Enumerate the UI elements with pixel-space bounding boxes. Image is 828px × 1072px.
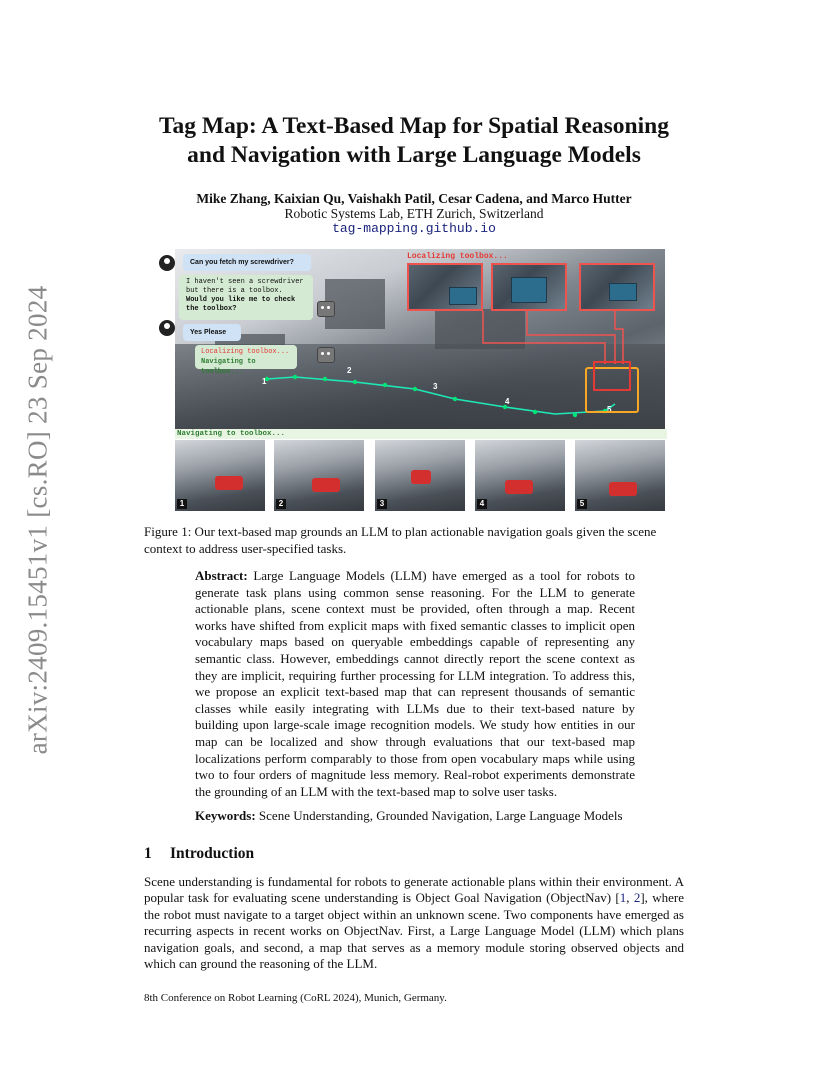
waypoint-4: 4 xyxy=(505,397,510,406)
author-names: Mike Zhang, Kaixian Qu, Vaishakh Patil, Cesar Cadena, and Marco Hutter xyxy=(196,191,632,206)
waypoint-1: 1 xyxy=(262,377,267,386)
bot-message-1: I haven't seen a screwdriver but there is a toolbox. Would you like me to check the toolbox? xyxy=(179,275,313,320)
toolbox-crop-3 xyxy=(579,263,655,311)
arxiv-id: arXiv:2409.15451v1 [cs.RO] 23 Sep 2024 xyxy=(22,285,53,755)
toolbox-crop-1 xyxy=(407,263,483,311)
figure-caption: Figure 1: Our text-based map grounds an LLM to plan actionable navigation goals given the scene context to address user-specified tasks. xyxy=(144,524,657,556)
thumbnail-2: 2 xyxy=(274,440,364,511)
project-url[interactable]: tag-mapping.github.io xyxy=(332,221,496,236)
user-message-2: Yes Please xyxy=(183,324,241,341)
thumbnail-4: 4 xyxy=(475,440,565,511)
intro-paragraph: Scene understanding is fundamental for robots to generate actionable plans within their environment. A popular task for evaluating scene understanding is Object Goal Navigation (ObjectNav) [1, 2], where the robot must navigate to a target object within an unknown scene. Two components have emerged as recurring aspects in recent works on ObjectNav. First, a Large Language Model (LLM) which plans navigation goals, and second, a map that serves as a memory module storing observed objects and which can ground the reasoning of the LLM. xyxy=(144,874,684,972)
status-localizing: Localizing toolbox... xyxy=(201,348,290,356)
abstract-label: Abstract: xyxy=(195,568,248,583)
waypoint-3: 3 xyxy=(433,382,438,391)
abstract-text: Large Language Models (LLM) have emerged as a tool for robots to generate task plans using common sense reasoning. For the LLM to generate actionable plans, scene context must be provided, often through a map. Recent works have shifted from explicit maps with fixed semantic classes to implicit open vocabulary maps based on queryable embeddings capable of representing any semantic class. However, embeddings cannot directly report the scene context as they are implicit, requiring further processing for LLM integration. To address this, we propose an explicit text-based map that can represent thousands of semantic classes while easily integrating with LLMs due to their text-based nature by building upon large-scale image recognition models. We study how entities in our map can be localized and show through evaluations that our text-based map localizations perform comparably to those from open vocabulary maps while using two to four orders of magnitude less memory. Real-robot experiments demonstrate the grounding of an LLM with the text-based map to solve user tasks. xyxy=(195,568,636,799)
user-avatar-icon xyxy=(159,320,175,336)
section-number: 1 xyxy=(144,845,152,862)
arxiv-sidebar xyxy=(18,270,58,770)
affiliation: Robotic Systems Lab, ETH Zurich, Switzerland xyxy=(284,206,544,221)
citation-link-1[interactable]: 1 xyxy=(619,890,627,906)
user-avatar-icon xyxy=(159,255,175,271)
thumbnail-1: 1 xyxy=(175,440,265,511)
author-block xyxy=(140,191,688,236)
abstract xyxy=(195,568,635,800)
section-title: Introduction xyxy=(170,845,255,862)
crop-label: Localizing toolbox... xyxy=(407,252,508,261)
keywords xyxy=(195,808,655,824)
waypoint-2: 2 xyxy=(347,366,352,375)
user-message-1: Can you fetch my screwdriver? xyxy=(183,254,311,271)
figure-1 xyxy=(175,249,665,513)
robot-icon xyxy=(317,347,335,363)
citation-link-2[interactable]: 2 xyxy=(633,890,641,906)
thumbnail-5: 5 xyxy=(575,440,665,511)
navigation-banner: Navigating to toolbox... xyxy=(175,429,667,439)
paper-title: Tag Map: A Text-Based Map for Spatial Reasoning and Navigation with Large Language Models xyxy=(159,113,669,168)
toolbox-crop-2 xyxy=(491,263,567,311)
thumbnail-3: 3 xyxy=(375,440,465,511)
footer: 8th Conference on Robot Learning (CoRL 2024), Munich, Germany. xyxy=(144,992,447,1004)
status-box xyxy=(195,345,297,376)
toolbox-localization-box xyxy=(593,361,631,391)
waypoint-5: 5 xyxy=(607,405,612,414)
robot-icon xyxy=(317,301,335,317)
keywords-text: Scene Understanding, Grounded Navigation, Large Language Models xyxy=(258,808,623,823)
keywords-label: Keywords: xyxy=(195,808,256,823)
section-heading xyxy=(144,845,254,863)
status-navigating: Navigating to toolbox... xyxy=(201,358,256,376)
scene-reconstruction xyxy=(175,249,665,429)
